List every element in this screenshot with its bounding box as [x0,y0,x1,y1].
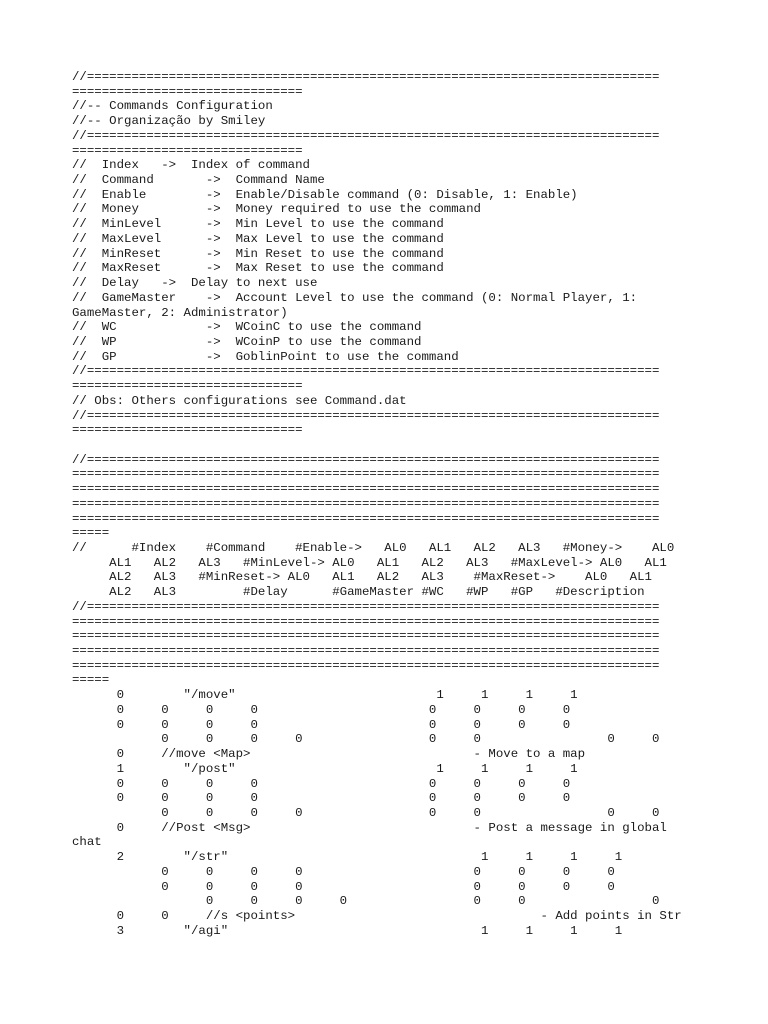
command-row: 0 "/move" 1 1 1 1 [72,688,578,703]
legend-line-wc: // WC -> WCoinC to use the command [72,320,422,335]
legend-line-gp: // GP -> GoblinPoint to use the command [72,349,459,364]
doc-title-line: //-- Commands Configuration [72,99,273,114]
legend-line-gamemaster-cont: GameMaster, 2: Administrator) [72,305,288,320]
separator-line: =============================== [72,143,303,158]
column-header-line: // #Index #Command #Enable-> AL0 AL1 AL2 AL3 #Money-> AL0 [72,541,675,555]
command-row: 0 0 0 0 0 0 0 0 [72,776,571,791]
command-row: 0 0 0 0 0 0 0 0 [72,732,660,747]
separator-line: ===== [72,673,110,688]
separator-line: =============================================================================== [72,644,660,659]
legend-line-maxreset: // MaxReset -> Max Reset to use the command [72,261,444,276]
separator-line: =============================== [72,84,303,99]
command-row: 0 //move <Map> - Move to a map [72,747,586,762]
separator-line: =============================================================================== [72,658,660,673]
legend-line-money: // Money -> Money required to use the command [72,202,481,217]
separator-line: //============================================================================= [72,452,660,467]
legend-line-wp: // WP -> WCoinP to use the command [72,334,422,349]
separator-line: =============================== [72,423,303,438]
command-row: 0 0 0 0 0 0 0 0 [72,791,571,806]
command-row: chat [72,835,102,850]
column-header-line: AL2 AL3 #Delay #GameMaster #WC #WP #GP #Description [72,585,645,600]
command-row: 3 "/agi" 1 1 1 1 [72,923,623,938]
legend-line-minlevel: // MinLevel -> Min Level to use the command [72,217,444,232]
legend-line-index: // Index -> Index of command [72,158,310,173]
command-row: 2 "/str" 1 1 1 1 [72,850,623,865]
column-header-line: AL2 AL3 #MinReset-> AL0 AL1 AL2 AL3 #MaxReset-> AL0 AL1 [72,570,652,585]
separator-line: =============================================================================== [72,629,660,644]
command-row: 0 0 0 0 0 0 0 0 [72,717,571,732]
separator-line: =============================================================================== [72,467,660,482]
command-row: 0 0 0 0 0 0 0 0 [72,805,660,820]
separator-line: //============================================================================= [72,408,660,423]
config-document [72,70,712,938]
separator-line: =============================================================================== [72,511,660,526]
command-row: 0 0 0 0 0 0 0 0 [72,702,571,717]
command-row: 1 "/post" 1 1 1 1 [72,761,578,776]
separator-line: =============================================================================== [72,482,660,497]
legend-line-command: // Command -> Command Name [72,173,325,188]
legend-line-enable: // Enable -> Enable/Disable command (0: Disable, 1: Enable) [72,187,578,202]
separator-line: //============================================================================= [72,364,660,379]
doc-author-line: //-- Organização by Smiley [72,114,266,129]
legend-line-gamemaster: // GameMaster -> Account Level to use the command (0: Normal Player, 1: [72,290,638,305]
column-header-line: AL1 AL2 AL3 #MinLevel-> AL0 AL1 AL2 AL3 #MaxLevel-> AL0 AL1 [72,555,667,570]
separator-line: //============================================================================= [72,128,660,143]
separator-line: //============================================================================= [72,70,660,84]
separator-line: =============================================================================== [72,496,660,511]
blank-line [72,438,712,453]
legend-line-maxlevel: // MaxLevel -> Max Level to use the command [72,231,444,246]
separator-line: =============================== [72,379,303,394]
command-row: 0 0 //s <points> - Add points in Str [72,908,682,923]
command-row: 0 0 0 0 0 0 0 [72,894,660,909]
command-row: 0 0 0 0 0 0 0 0 [72,879,615,894]
command-row: 0 0 0 0 0 0 0 0 [72,864,615,879]
separator-line: ===== [72,526,110,541]
legend-line-delay: // Delay -> Delay to next use [72,276,318,291]
separator-line: =============================================================================== [72,614,660,629]
command-row: 0 //Post <Msg> - Post a message in global [72,820,667,835]
separator-line: //============================================================================= [72,599,660,614]
obs-note-line: // Obs: Others configurations see Command.dat [72,393,407,408]
legend-line-minreset: // MinReset -> Min Reset to use the command [72,246,444,261]
